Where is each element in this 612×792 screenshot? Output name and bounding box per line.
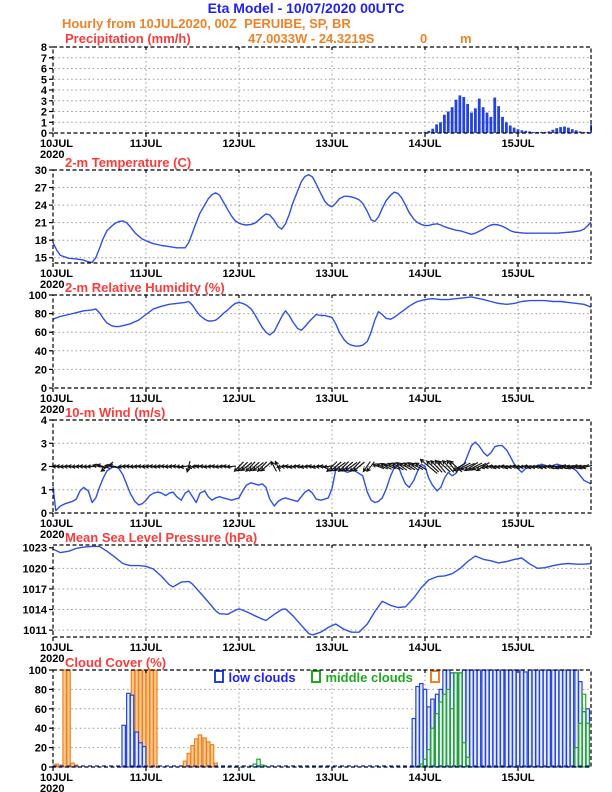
svg-text:1017: 1017: [22, 583, 47, 596]
svg-text:15JUL: 15JUL: [501, 772, 535, 784]
svg-text:6: 6: [40, 63, 47, 76]
wind-series: [49, 442, 594, 511]
svg-text:2020: 2020: [40, 783, 65, 792]
svg-text:14JUL: 14JUL: [408, 642, 442, 654]
station-elevation-unit: m: [460, 31, 472, 46]
svg-text:12JUL: 12JUL: [222, 138, 256, 150]
panel-title-temperature: 2-m Temperature (C): [65, 155, 192, 170]
svg-text:15JUL: 15JUL: [501, 518, 535, 530]
svg-text:11JUL: 11JUL: [129, 393, 163, 405]
svg-text:80: 80: [34, 684, 47, 697]
panel-title-pressure: Mean Sea Level Pressure (hPa): [65, 530, 258, 545]
svg-text:30: 30: [34, 165, 47, 177]
svg-text:1014: 1014: [22, 604, 47, 617]
svg-text:10JUL: 10JUL: [40, 518, 74, 530]
svg-text:20: 20: [34, 742, 47, 755]
humidity-axes: [29, 290, 535, 416]
svg-text:3: 3: [40, 438, 47, 451]
svg-text:13JUL: 13JUL: [315, 642, 349, 654]
svg-text:24: 24: [34, 200, 47, 213]
svg-text:0: 0: [40, 128, 47, 140]
chart-subtitle: Hourly from 10JUL2020, 00Z PERUIBE, SP, BR: [62, 16, 351, 31]
svg-text:13JUL: 13JUL: [315, 772, 349, 784]
svg-text:8: 8: [40, 42, 47, 54]
svg-text:2020: 2020: [40, 653, 65, 665]
svg-text:1011: 1011: [23, 625, 47, 638]
precip-series: [424, 95, 593, 133]
humidity-series: [53, 297, 591, 346]
panel-wind: [40, 415, 593, 541]
svg-text:12JUL: 12JUL: [222, 642, 256, 654]
svg-text:2020: 2020: [40, 279, 65, 291]
svg-text:13JUL: 13JUL: [315, 268, 349, 280]
svg-text:27: 27: [34, 182, 47, 195]
svg-text:2020: 2020: [40, 149, 65, 161]
panel-title-cloud-cover: Cloud Cover (%): [65, 655, 167, 670]
svg-text:15JUL: 15JUL: [501, 268, 535, 280]
svg-text:100: 100: [28, 290, 47, 302]
svg-text:1020: 1020: [22, 563, 47, 576]
svg-text:7: 7: [40, 52, 47, 65]
svg-text:11JUL: 11JUL: [129, 642, 163, 654]
svg-text:15: 15: [34, 252, 47, 265]
svg-text:11JUL: 11JUL: [129, 518, 163, 530]
panel-temperature: [35, 165, 591, 291]
panel-cloud: [29, 665, 591, 792]
panel-pressure: [23, 543, 591, 665]
pressure-axes: [23, 543, 535, 665]
panel-precip: [40, 42, 593, 161]
svg-text:100: 100: [28, 665, 47, 677]
svg-text:14JUL: 14JUL: [408, 268, 442, 280]
svg-text:2020: 2020: [40, 404, 65, 416]
svg-text:10JUL: 10JUL: [40, 393, 74, 405]
svg-text:15JUL: 15JUL: [501, 642, 535, 654]
legend-low-clouds-label: low clouds: [228, 670, 296, 685]
panel-title-humidity: 2-m Relative Humidity (%): [65, 280, 225, 295]
svg-text:10JUL: 10JUL: [40, 268, 74, 280]
svg-text:14JUL: 14JUL: [408, 393, 442, 405]
svg-text:0: 0: [40, 383, 47, 395]
svg-text:14JUL: 14JUL: [408, 772, 442, 784]
svg-text:1: 1: [40, 484, 47, 497]
svg-text:1: 1: [40, 117, 47, 130]
panel-humidity: [29, 290, 591, 416]
svg-text:2: 2: [40, 461, 47, 474]
svg-text:13JUL: 13JUL: [315, 518, 349, 530]
svg-text:0: 0: [40, 762, 47, 774]
svg-text:13JUL: 13JUL: [315, 138, 349, 150]
svg-text:80: 80: [34, 308, 47, 321]
svg-text:15JUL: 15JUL: [501, 138, 535, 150]
svg-text:60: 60: [34, 327, 47, 340]
svg-text:12JUL: 12JUL: [222, 772, 256, 784]
svg-text:12JUL: 12JUL: [222, 268, 256, 280]
svg-text:12JUL: 12JUL: [222, 393, 256, 405]
svg-text:40: 40: [34, 345, 47, 358]
panel-title-precipitation: Precipitation (mm/h): [65, 31, 191, 46]
svg-text:14JUL: 14JUL: [408, 518, 442, 530]
panel-title-wind: 10-m Wind (m/s): [65, 405, 166, 420]
svg-text:40: 40: [34, 723, 47, 736]
svg-text:3: 3: [40, 95, 47, 108]
svg-text:11JUL: 11JUL: [129, 268, 163, 280]
svg-text:20: 20: [34, 364, 47, 377]
wind-axes: [40, 415, 535, 541]
svg-text:12JUL: 12JUL: [222, 518, 256, 530]
legend-middle-clouds-label: middle clouds: [325, 670, 413, 685]
svg-text:10JUL: 10JUL: [40, 138, 74, 150]
station-elevation-value: 0: [420, 31, 428, 46]
svg-text:0: 0: [40, 508, 47, 520]
chart-title: Eta Model - 10/07/2020 00UTC: [207, 0, 405, 16]
svg-text:2020: 2020: [40, 529, 65, 541]
svg-text:60: 60: [34, 703, 47, 716]
svg-text:21: 21: [34, 217, 47, 230]
svg-text:4: 4: [40, 415, 47, 427]
station-coordinates: 47.0033W - 24.3219S: [248, 31, 375, 46]
svg-text:10JUL: 10JUL: [40, 772, 74, 784]
pressure-series: [53, 546, 591, 635]
svg-text:10JUL: 10JUL: [40, 642, 74, 654]
svg-text:18: 18: [34, 235, 47, 248]
svg-text:15JUL: 15JUL: [501, 393, 535, 405]
svg-text:11JUL: 11JUL: [129, 138, 163, 150]
svg-text:11JUL: 11JUL: [129, 772, 163, 784]
svg-text:1023: 1023: [22, 542, 47, 555]
svg-text:14JUL: 14JUL: [408, 138, 442, 150]
cloud-series: [51, 670, 591, 767]
svg-text:4: 4: [40, 85, 47, 97]
svg-text:5: 5: [40, 74, 47, 87]
svg-text:2: 2: [40, 106, 47, 119]
svg-text:13JUL: 13JUL: [315, 393, 349, 405]
